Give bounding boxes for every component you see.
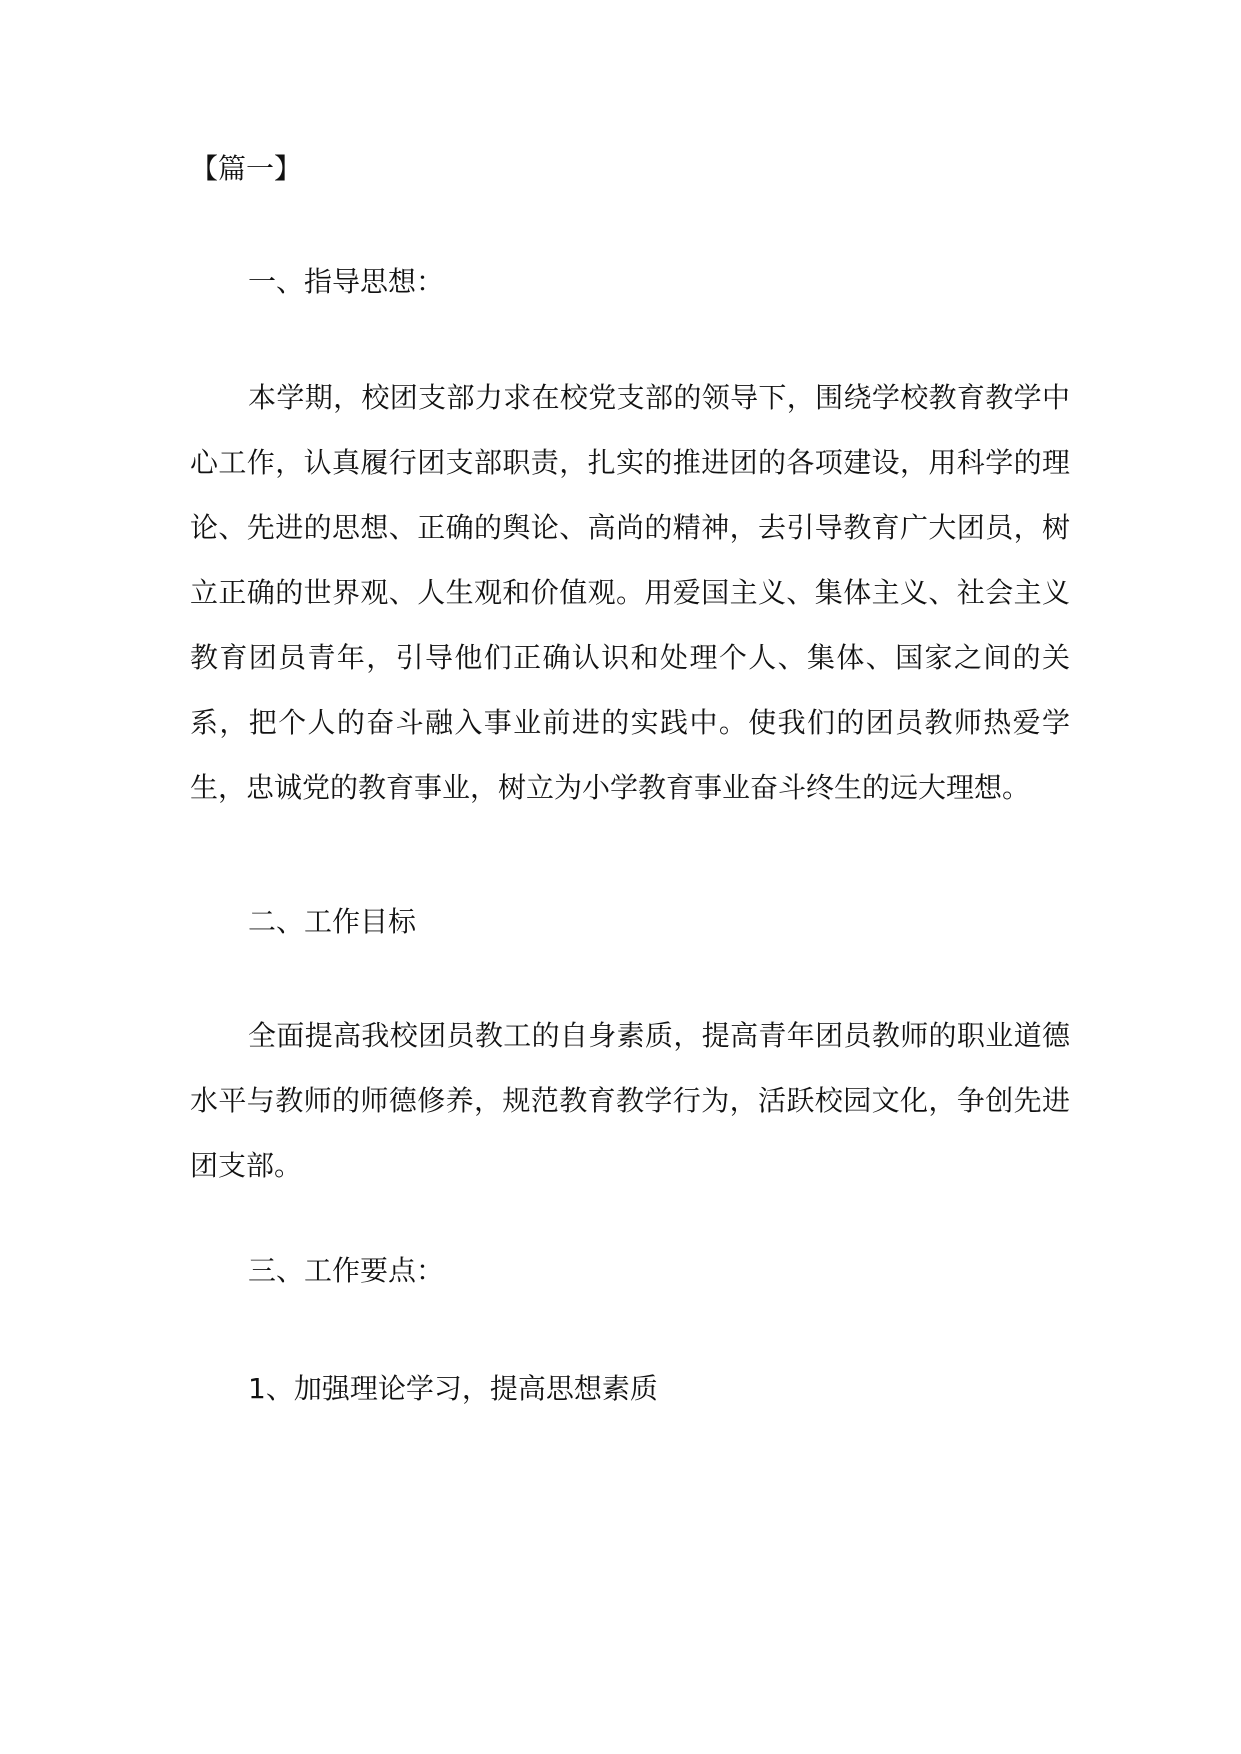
- point-heading-theory-study: 1、加强理论学习，提高思想素质: [248, 1372, 658, 1405]
- section-heading-work-points: 三、工作要点：: [248, 1254, 445, 1287]
- section-heading-work-goals: 二、工作目标: [248, 905, 417, 938]
- paragraph-work-goals: 全面提高我校团员教工的自身素质，提高青年团员教师的职业道德水平与教师的师德修养，规范教育教学行为，活跃校园文化，争创先进团支部。: [190, 1019, 1070, 1182]
- paragraph-guiding-ideology: 本学期，校团支部力求在校党支部的领导下，围绕学校教育教学中心工作，认真履行团支部职责，扎实的推进团的各项建设，用科学的理论、先进的思想、正确的舆论、高尚的精神，去引导教育广大团员，树立正确的世界观、人生观和价值观。用爱国主义、集体主义、社会主义教育团员青年，引导他们正确认识和处理个人、集体、国家之间的关系，把个人的奋斗融入事业前进的实践中。使我们的团员教师热爱学生，忠诚党的教育事业，树立为小学教育事业奋斗终生的远大理想。: [190, 381, 1070, 804]
- section-heading-guiding-ideology: 一、指导思想：: [248, 265, 445, 298]
- chapter-label: 【篇一】: [190, 152, 303, 185]
